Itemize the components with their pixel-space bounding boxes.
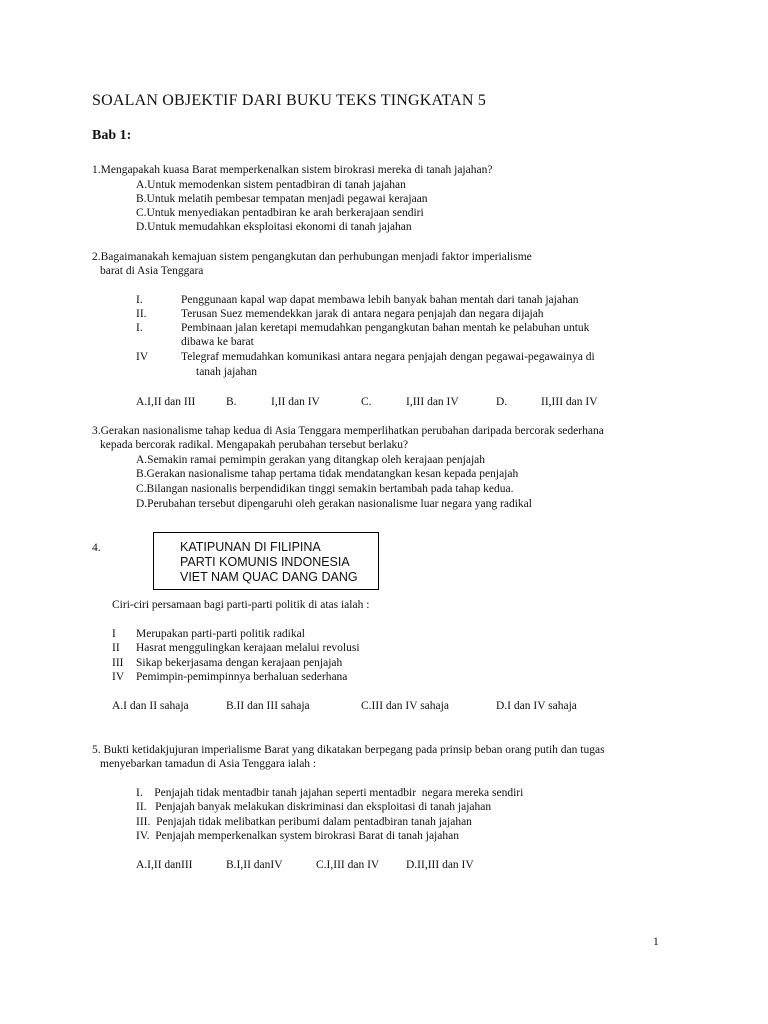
q2-statement-text-cont: tanah jajahan	[196, 366, 257, 378]
q5-statement: I. Penjajah tidak mentadbir tanah jajahan seperti mentadbir negara mereka sendiri	[136, 787, 524, 799]
q2-question-line2: barat di Asia Tenggara	[100, 265, 204, 277]
q2-statement-num: I.	[136, 322, 143, 334]
q5-answer-d: D.II,III dan IV	[406, 859, 474, 871]
q3-question-line2: kepada bercorak radikal. Mengapakah perubahan tersebut berlaku?	[100, 439, 409, 451]
q5-statement: II. Penjajah banyak melakukan diskriminasi dan eksploitasi di tanah jajahan	[136, 801, 492, 813]
q3-question-line1: 3.Gerakan nasionalisme tahap kedua di Asia Tenggara memperlihatkan perubahan daripada bercorak sederhana	[92, 425, 604, 437]
q4-party-box	[153, 532, 379, 590]
q2-answer-b-letter: B.	[226, 396, 237, 408]
q4-party-item: KATIPUNAN DI FILIPINA	[180, 540, 321, 554]
q4-statement-text: Hasrat menggulingkan kerajaan melalui revolusi	[136, 642, 360, 654]
q3-option-d: D.Perubahan tersebut dipengaruhi oleh gerakan nasionalisme luar negara yang radikal	[136, 498, 532, 510]
q5-question-line2: menyebarkan tamadun di Asia Tenggara ialah :	[100, 758, 317, 770]
q2-statement-num: I.	[136, 294, 143, 306]
q4-statement-text: Merupakan parti-parti politik radikal	[136, 628, 305, 640]
q1-option-b: B.Untuk melatih pembesar tempatan menjadi pegawai kerajaan	[136, 193, 428, 205]
q5-answer-a: A.I,II danIII	[136, 859, 193, 871]
q1-question: 1.Mengapakah kuasa Barat memperkenalkan sistem birokrasi mereka di tanah jajahan?	[92, 164, 493, 176]
q5-answer-c: C.I,III dan IV	[316, 859, 380, 871]
q4-statement-text: Sikap bekerjasama dengan kerajaan penjajah	[136, 657, 343, 669]
q2-answer-c-letter: C.	[361, 396, 372, 408]
page-number: 1	[653, 936, 659, 948]
q4-party-item: PARTI KOMUNIS INDONESIA	[180, 555, 350, 569]
page-title: SOALAN OBJEKTIF DARI BUKU TEKS TINGKATAN 5	[92, 92, 487, 109]
q2-statement-num: II.	[136, 308, 147, 320]
q4-answer-d: D.I dan IV sahaja	[496, 700, 577, 712]
q5-answer-b: B.I,II danIV	[226, 859, 283, 871]
q4-party-item: VIET NAM QUAC DANG DANG	[180, 570, 358, 584]
chapter-heading: Bab 1:	[92, 128, 132, 143]
q2-statement-text-cont: dibawa ke barat	[181, 336, 254, 348]
q2-statement-text: Pembinaan jalan keretapi memudahkan pengangkutan bahan mentah ke pelabuhan untuk	[181, 322, 590, 334]
q2-statement-text: Telegraf memudahkan komunikasi antara negara penjajah dengan pegawai-pegawainya di	[181, 351, 595, 363]
q2-statement-text: Penggunaan kapal wap dapat membawa lebih banyak bahan mentah dari tanah jajahan	[181, 294, 579, 306]
q3-option-c: C.Bilangan nasionalis berpendidikan tinggi semakin bertambah pada tahap kedua.	[136, 483, 514, 495]
q3-option-a: A.Semakin ramai pemimpin gerakan yang ditangkap oleh kerajaan penjajah	[136, 454, 486, 466]
q4-prompt: Ciri-ciri persamaan bagi parti-parti politik di atas ialah :	[112, 599, 370, 611]
q2-statement-num: IV	[136, 351, 149, 363]
q2-answer-c: I,III dan IV	[406, 396, 459, 408]
q4-answer-c: C.III dan IV sahaja	[361, 700, 449, 712]
q1-option-a: A.Untuk memodenkan sistem pentadbiran di tanah jajahan	[136, 179, 406, 191]
q1-option-d: D.Untuk memudahkan eksploitasi ekonomi di tanah jajahan	[136, 221, 412, 233]
q2-question-line1: 2.Bagaimanakah kemajuan sistem pengangkutan dan perhubungan menjadi faktor imperialisme	[92, 251, 532, 263]
q5-statement: IV. Penjajah memperkenalkan system birokrasi Barat di tanah jajahan	[136, 830, 459, 842]
q3-option-b: B.Gerakan nasionalisme tahap pertama tidak mendatangkan kesan kepada penjajah	[136, 468, 519, 480]
q4-statement-num: IV	[112, 671, 125, 683]
q4-statement-num: III	[112, 657, 124, 669]
q2-answer-a: A.I,II dan III	[136, 396, 196, 408]
q5-statement: III. Penjajah tidak melibatkan peribumi dalam pentadbiran tanah jajahan	[136, 816, 472, 828]
q4-statement-num: II	[112, 642, 120, 654]
q1-option-c: C.Untuk menyediakan pentadbiran ke arah berkerajaan sendiri	[136, 207, 424, 219]
q4-number: 4.	[92, 542, 101, 554]
q4-statement-text: Pemimpin-pemimpinnya berhaluan sederhana	[136, 671, 348, 683]
q2-answer-d: II,III dan IV	[541, 396, 598, 408]
q4-statement-num: I	[112, 628, 116, 640]
q4-answer-b: B.II dan III sahaja	[226, 700, 310, 712]
q2-answer-d-letter: D.	[496, 396, 508, 408]
q4-answer-a: A.I dan II sahaja	[112, 700, 189, 712]
q5-question-line1: 5. Bukti ketidakjujuran imperialisme Barat yang dikatakan berpegang pada prinsip beban orang putih dan tugas	[92, 744, 605, 756]
q2-answer-b: I,II dan IV	[271, 396, 320, 408]
q2-statement-text: Terusan Suez memendekkan jarak di antara negara penjajah dan negara dijajah	[181, 308, 544, 320]
